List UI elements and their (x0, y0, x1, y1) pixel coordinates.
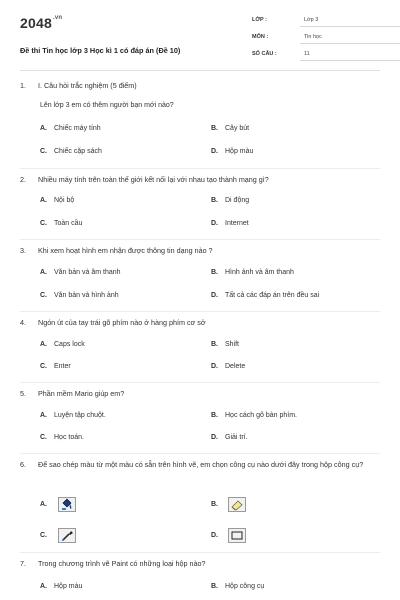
option-a[interactable]: A. Caps lock (40, 341, 85, 348)
question-divider (20, 382, 380, 383)
question-text: 3. Khi xem hoạt hình em nhận được thông tin dạng nào ? (20, 246, 213, 255)
option-c[interactable]: C. Chiếc cặp sách (40, 148, 102, 155)
header-divider (20, 70, 380, 71)
rectangle-tool-icon[interactable] (228, 528, 246, 543)
option-c[interactable]: C. Toàn cầu (40, 220, 83, 227)
option-c[interactable]: C. Học toán. (40, 434, 84, 441)
option-b[interactable]: B. Cây bút (211, 125, 250, 132)
question-divider (20, 239, 380, 240)
option-b[interactable]: B. (211, 501, 218, 508)
option-d[interactable]: D. Internet (211, 220, 249, 227)
meta-row-count (252, 46, 400, 63)
question-divider (20, 453, 380, 454)
meta-label: SỐ CÂU : (252, 51, 277, 57)
meta-label: LỚP : (252, 17, 267, 23)
page-title: Đề thi Tin học lớp 3 Học kì 1 có đáp án (Đề 10) (20, 46, 181, 55)
question-text: 6. Để sao chép màu từ một màu có sẵn trên hình vẽ, em chọn công cụ nào dưới đây trong hộp công cụ? (20, 460, 364, 469)
option-c[interactable]: C. Văn bản và hình ảnh (40, 292, 119, 299)
meta-value: 11 (304, 51, 310, 57)
question-text: 2. Nhiều máy tính trên toàn thế giới kết nối lại với nhau tạo thành mạng gì? (20, 175, 269, 184)
option-a[interactable]: A. Luyện tập chuột. (40, 412, 106, 419)
option-a[interactable]: A. Hộp màu (40, 583, 83, 590)
option-d[interactable]: D. Hộp màu (211, 148, 254, 155)
color-picker-icon[interactable] (58, 528, 76, 543)
site-logo[interactable]: $2048^{.vn}$ (20, 15, 63, 31)
question-text: 5. Phần mềm Mario giúp em? (20, 389, 125, 398)
option-d[interactable]: D. Giải trí. (211, 434, 248, 441)
page-header (20, 12, 382, 68)
meta-value: Lớp 3 (304, 17, 319, 23)
question-divider (20, 168, 380, 169)
meta-label: MÔN : (252, 34, 269, 40)
meta-row-class (252, 12, 400, 29)
question-divider (20, 552, 380, 553)
question-subtext: Lên lớp 3 em có thêm người bạn mới nào? (40, 102, 174, 109)
eraser-icon[interactable] (228, 497, 246, 512)
option-c[interactable]: C. Enter (40, 363, 71, 370)
option-b[interactable]: B. Di động (211, 197, 250, 204)
option-d[interactable]: D. (211, 532, 218, 539)
fill-bucket-icon[interactable] (58, 497, 76, 512)
option-b[interactable]: B. Hình ảnh và âm thanh (211, 269, 294, 276)
option-b[interactable]: B. Học cách gõ bàn phím. (211, 412, 297, 419)
option-a[interactable]: A. Văn bản và âm thanh (40, 269, 121, 276)
option-d[interactable]: D. Delete (211, 363, 246, 370)
question-divider (20, 311, 380, 312)
option-b[interactable]: B. Hộp công cụ (211, 583, 265, 590)
option-b[interactable]: B. Shift (211, 341, 240, 348)
question-text: 7. Trong chương trình vẽ Paint có những loại hộp nào? (20, 559, 206, 568)
option-a[interactable]: A. (40, 501, 47, 508)
option-a[interactable]: A. Chiếc máy tính (40, 125, 101, 132)
meta-row-subject (252, 29, 400, 46)
quiz-meta (252, 12, 400, 63)
meta-value: Tin học (304, 34, 322, 40)
question-text: 1. I. Câu hỏi trắc nghiệm (5 điểm) (20, 81, 137, 90)
question-text: 4. Ngón út của tay trái gõ phím nào ở hàng phím cơ sở (20, 318, 206, 327)
option-d[interactable]: D. Tất cả các đáp án trên đều sai (211, 292, 320, 299)
option-c[interactable]: C. (40, 532, 47, 539)
option-a[interactable]: A. Nội bộ (40, 197, 75, 204)
